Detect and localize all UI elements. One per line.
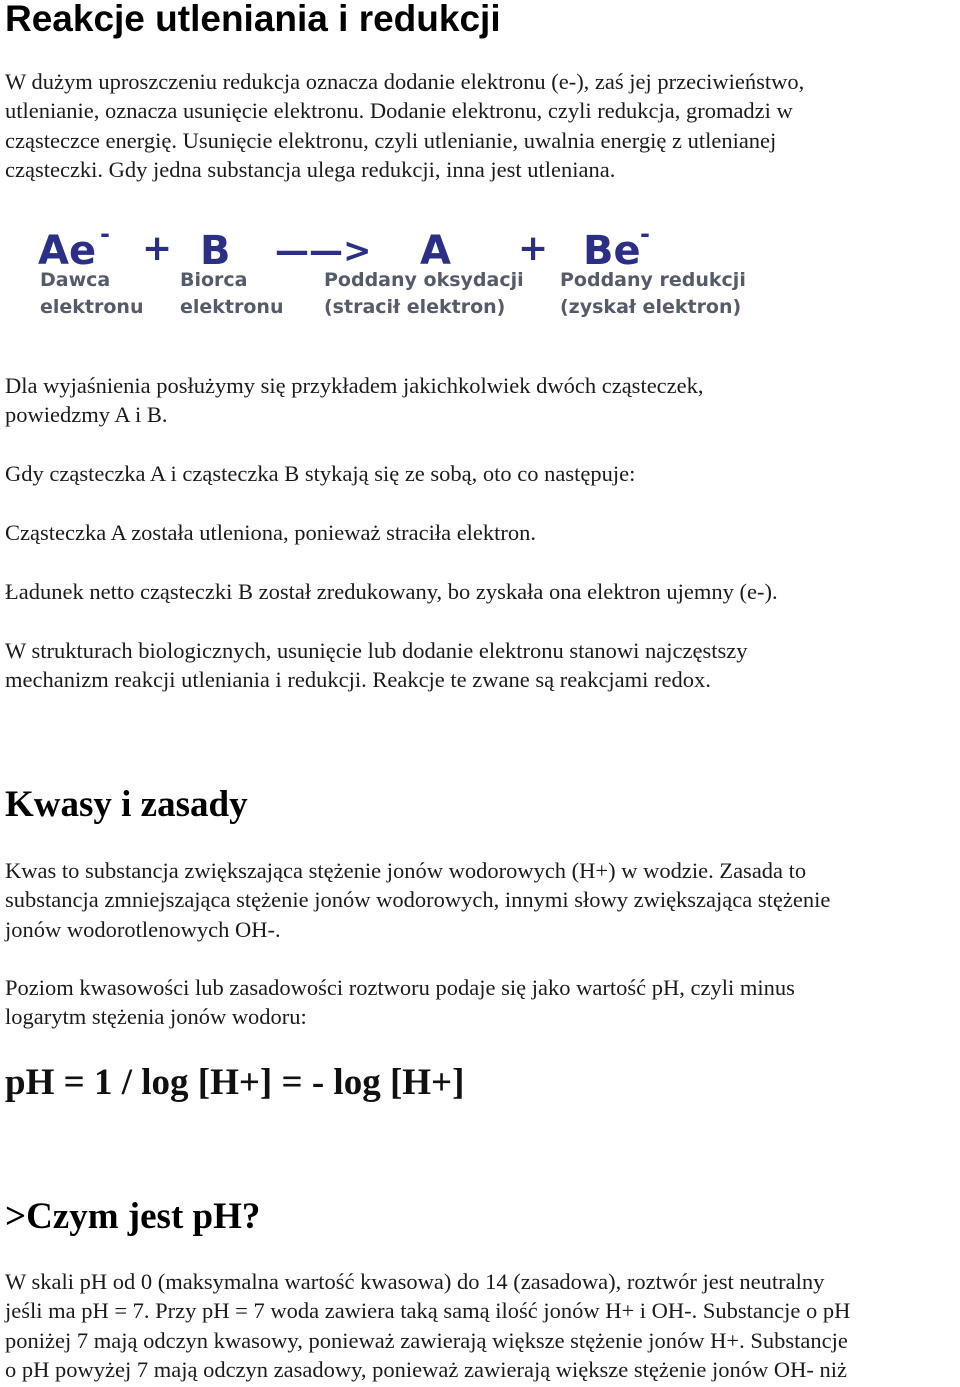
- paragraph-redox-intro: [5, 67, 960, 185]
- diagram-term-a: A: [420, 228, 451, 274]
- text-line: mechanizm reakcji utleniania i redukcji. Reakcje te zwane są reakcjami redox.: [5, 667, 711, 693]
- text-line: Dla wyjaśnienia posłużymy się przykładem jakichkolwiek dwóch cząsteczek,: [5, 373, 704, 398]
- heading-acids-bases: Kwasy i zasady: [5, 784, 248, 825]
- text-line: Poziom kwasowości lub zasadowości roztworu podaje się jako wartość pH, czyli minus: [5, 975, 795, 1000]
- diagram-term-be-superscript: -: [640, 220, 650, 248]
- diagram-label-donor-line1: Dawca: [40, 269, 111, 291]
- paragraph-acid-definition: [5, 856, 960, 944]
- text-line: W strukturach biologicznych, usunięcie lub dodanie elektronu stanowi najczęstszy: [5, 638, 748, 663]
- text-line: poniżej 7 mają odczyn kwasowy, ponieważ zawierają większe stężenie jonów H+. Substancje: [5, 1327, 848, 1353]
- text-line: substancja zmniejszająca stężenie jonów wodorowych, innymi słowy zwiększająca stężenie: [5, 887, 831, 913]
- diagram-label-oxidized-line2: (stracił elektron): [324, 296, 506, 318]
- diagram-label-reduced-line2: (zyskał elektron): [560, 296, 742, 318]
- redox-equation-diagram: [0, 220, 960, 330]
- text-line: jonów wodorotlenowych OH-.: [5, 916, 281, 942]
- diagram-term-b: B: [200, 228, 231, 274]
- diagram-label-acceptor-line2: elektronu: [180, 296, 284, 318]
- heading-what-is-ph: >Czym jest pH?: [5, 1196, 261, 1237]
- paragraph-molecule-a: Cząsteczka A została utleniona, ponieważ straciła elektron.: [5, 520, 537, 545]
- ph-formula: pH = 1 / log [H+] = - log [H+]: [5, 1062, 465, 1103]
- diagram-label-oxidized-line1: Poddany oksydacji: [324, 269, 524, 291]
- paragraph-contact: Gdy cząsteczka A i cząsteczka B stykają się ze sobą, oto co następuje:: [5, 461, 636, 486]
- paragraph-example-intro: [5, 371, 960, 430]
- diagram-label-donor-line2: elektronu: [40, 296, 144, 318]
- diagram-plus-sign: +: [142, 228, 173, 269]
- diagram-arrow: ——>: [275, 231, 372, 271]
- diagram-term-ae-superscript: -: [100, 220, 110, 248]
- text-line: utlenianie, oznacza usunięcie elektronu. Dodanie elektronu, czyli redukcja, gromadzi w: [5, 98, 793, 124]
- text-line: cząsteczce energię. Usunięcie elektronu, czyli utlenianie, uwalnia energię z utlenianej: [5, 127, 777, 153]
- paragraph-molecule-b: Ładunek netto cząsteczki B został zredukowany, bo zyskała ona elektron ujemny (e-).: [5, 579, 778, 604]
- diagram-label-reduced-line1: Poddany redukcji: [560, 269, 746, 291]
- paragraph-ph-level: [5, 973, 960, 1032]
- diagram-label-acceptor-line1: Biorca: [180, 269, 248, 291]
- paragraph-ph-scale: [5, 1267, 960, 1385]
- text-line: logarytm stężenia jonów wodoru:: [5, 1004, 307, 1030]
- text-line: Kwas to substancja zwiększająca stężenie jonów wodorowych (H+) w wodzie. Zasada to: [5, 858, 807, 883]
- diagram-term-ae: Ae: [38, 228, 97, 274]
- text-line: o pH powyżej 7 mają odczyn zasadowy, ponieważ zawierają większe stężenie jonów OH- niż: [5, 1357, 847, 1383]
- text-line: powiedzmy A i B.: [5, 402, 168, 428]
- paragraph-biological: [5, 636, 960, 695]
- redox-equation-svg: [0, 220, 960, 330]
- text-line: W skali pH od 0 (maksymalna wartość kwasowa) do 14 (zasadowa), roztwór jest neutralny: [5, 1269, 825, 1294]
- text-line: cząsteczki. Gdy jedna substancja ulega redukcji, inna jest utleniana.: [5, 157, 616, 183]
- heading-redox: Reakcje utleniania i redukcji: [5, 0, 501, 39]
- diagram-term-be: Be: [583, 228, 641, 274]
- text-line: jeśli ma pH = 7. Przy pH = 7 woda zawiera taką samą ilość jonów H+ i OH-. Substancje o pH: [5, 1298, 851, 1324]
- diagram-plus-sign: +: [518, 228, 549, 269]
- text-line: W dużym uproszczeniu redukcja oznacza dodanie elektronu (e-), zaś jej przeciwieństwo,: [5, 69, 805, 94]
